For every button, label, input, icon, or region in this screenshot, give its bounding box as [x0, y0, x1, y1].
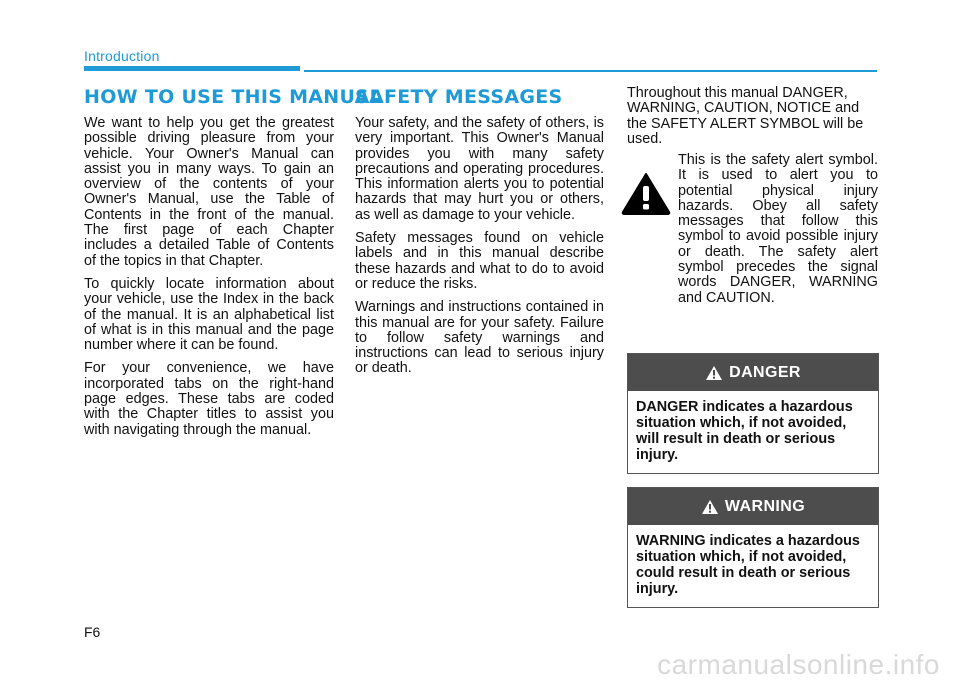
danger-box-header: [628, 354, 878, 391]
warning-triangle-icon: [701, 499, 719, 515]
left-paragraph-1: We want to help you get the greatest possible driving pleasure from your vehicle. Your Owner's Manual can assist you in many ways. To gain an overview of the contents of your Owner's Manual, use the Table of Contents in the front of the manual. The first page of each Chapter includes a detailed Table of Contents of the topics in that Chapter.: [84, 115, 334, 269]
heading-how-to-use: HOW TO USE THIS MANUAL: [84, 86, 383, 108]
right-intro: Throughout this manual DANGER, WARNING, CAUTION, NOTICE and the SAFETY ALERT SYMBOL will be used.: [627, 85, 864, 147]
warning-box: [627, 487, 879, 608]
watermark: carmanualsonline.info: [657, 649, 940, 680]
header-rule-thick: [84, 66, 300, 71]
middle-paragraph-1: Your safety, and the safety of others, is very important. This Owner's Manual provides you with many safety precautions and operating procedures. This information alerts you to potential hazards that may hurt you or others, as well as damage to your vehicle.: [355, 115, 604, 223]
warning-body: WARNING indicates a hazardous situation which, if not avoided, could result in death or serious injury.: [636, 533, 860, 597]
header-rule-thin: [304, 70, 877, 72]
warning-title: WARNING: [724, 497, 806, 515]
danger-body: DANGER indicates a hazardous situation which, if not avoided, will result in death or serious injury.: [636, 399, 853, 463]
left-paragraph-3: For your convenience, we have incorporated tabs on the right-hand page edges. These tabs are coded with the Chapter titles to assist you with navigating through the manual.: [84, 360, 334, 438]
warning-triangle-icon: [705, 365, 723, 381]
middle-column: [355, 116, 604, 385]
middle-paragraph-3: Warnings and instructions contained in this manual are for your safety. Failure to follow safety warnings and instructions can lead to serious injury or death.: [355, 299, 604, 377]
left-paragraph-2: To quickly locate information about your vehicle, use the Index in the back of the manual. It is an alphabetical list of what is in this manual and the page number where it can be found.: [84, 275, 334, 354]
page-number: F6: [84, 624, 101, 640]
section-label: Introduction: [84, 48, 160, 64]
danger-title: DANGER: [729, 363, 801, 381]
warning-box-header: [628, 488, 878, 525]
safety-alert-symbol-icon: [620, 170, 672, 221]
heading-safety-messages: SAFETY MESSAGES: [355, 86, 563, 108]
danger-box: [627, 353, 879, 474]
middle-paragraph-2: Safety messages found on vehicle labels and in this manual describe these hazards and what to do to avoid or reduce the risks.: [355, 230, 604, 292]
left-column: [84, 116, 334, 446]
alert-symbol-text: This is the safety alert symbol. It is used to alert you to potential physical injury hazards. Obey all safety messages that follow this symbol to avoid possible injury or death. The safety alert symbol precedes the signal words DANGER, WARNING and CAUTION.: [678, 152, 878, 306]
